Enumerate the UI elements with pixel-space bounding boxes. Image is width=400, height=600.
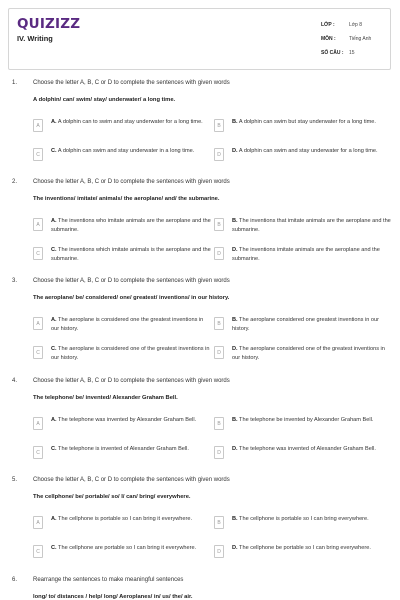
option-letter: C. xyxy=(51,446,57,452)
option-letter: A. xyxy=(51,119,57,125)
option-text: A dolphin can to swim and stay underwater for a long time. xyxy=(57,119,203,125)
option-c[interactable] xyxy=(33,544,211,558)
option-b[interactable] xyxy=(214,416,392,430)
option-box[interactable]: C xyxy=(33,545,43,558)
meta-label: SỐ CÂU : xyxy=(321,50,344,56)
meta-value: Tiếng Anh xyxy=(349,36,372,42)
option-box[interactable]: D xyxy=(214,346,224,359)
question-instruction: Choose the letter A, B, C or D to complete the sentences with given words xyxy=(33,179,230,185)
option-letter: D. xyxy=(232,247,238,253)
option-letter: C. xyxy=(51,247,57,253)
meta-row-subject xyxy=(321,32,389,46)
option-letter: B. xyxy=(232,119,238,125)
option-d[interactable] xyxy=(214,246,392,263)
option-text: The aeroplane considered one of the greatest inventions in our history. xyxy=(232,346,385,361)
option-box[interactable]: A xyxy=(33,516,43,529)
question-number: 4. xyxy=(12,378,18,384)
option-d[interactable] xyxy=(214,544,392,558)
question-prompt: The aeroplane/ be/ considered/ one/ greatest/ inventions/ in our history. xyxy=(33,295,230,301)
question-prompt: The inventions/ imitate/ animals/ the aeroplane/ and/ the submarine. xyxy=(33,196,220,202)
option-letter: B. xyxy=(232,417,238,423)
option-text: The inventions that imitate animals are the aeroplane and the submarine. xyxy=(232,218,391,233)
option-box[interactable]: B xyxy=(214,417,224,430)
option-d[interactable] xyxy=(214,147,392,161)
option-text: A dolphin can swim and stay underwater for a long time. xyxy=(238,148,378,154)
option-a[interactable] xyxy=(33,217,211,234)
option-letter: B. xyxy=(232,516,238,522)
option-box[interactable]: C xyxy=(33,247,43,260)
option-text: The cellphone are portable so I can bring it everywhere. xyxy=(58,545,197,551)
option-letter: A. xyxy=(51,218,57,224)
question-instruction: Choose the letter A, B, C or D to complete the sentences with given words xyxy=(33,477,230,483)
option-box[interactable]: D xyxy=(214,247,224,260)
option-box[interactable]: B xyxy=(214,317,224,330)
option-text: The cellphone be portable so I can bring everywhere. xyxy=(239,545,371,551)
option-c[interactable] xyxy=(33,147,211,161)
option-text: The inventions imitate animals are the aeroplane and the submarine. xyxy=(232,247,380,262)
option-text: The cellphone is portable so I can bring everywhere. xyxy=(239,516,369,522)
option-letter: A. xyxy=(51,417,57,423)
worksheet-title: IV. Writing xyxy=(17,34,53,43)
option-box[interactable]: D xyxy=(214,446,224,459)
option-letter: C. xyxy=(51,346,57,352)
meta-label: LỚP : xyxy=(321,22,335,28)
option-letter: C. xyxy=(51,545,57,551)
option-box[interactable]: A xyxy=(33,317,43,330)
option-box[interactable]: C xyxy=(33,446,43,459)
option-c[interactable] xyxy=(33,246,211,263)
question-number: 1. xyxy=(12,80,18,86)
question-prompt: The telephone/ be/ invented/ Alexander Graham Bell. xyxy=(33,395,178,401)
option-c[interactable] xyxy=(33,345,211,362)
option-text: A dolphin can swim and stay underwater in a long time. xyxy=(57,148,195,154)
option-letter: A. xyxy=(51,317,57,323)
option-a[interactable] xyxy=(33,316,211,333)
question-number: 3. xyxy=(12,278,18,284)
option-text: The telephone was invented by Alexander Graham Bell. xyxy=(58,417,197,423)
question-instruction: Choose the letter A, B, C or D to complete the sentences with given words xyxy=(33,80,230,86)
option-letter: A. xyxy=(51,516,57,522)
meta-value: Lớp 8 xyxy=(349,22,363,28)
option-text: The aeroplane considered one greatest inventions in our history. xyxy=(232,317,379,332)
option-text: The inventions which imitate animals is the aeroplane and the submarine. xyxy=(51,247,211,262)
option-letter: D. xyxy=(232,148,238,154)
worksheet-header xyxy=(8,8,391,70)
question-instruction: Choose the letter A, B, C or D to complete the sentences with given words xyxy=(33,378,230,384)
question-number: 2. xyxy=(12,179,18,185)
option-d[interactable] xyxy=(214,345,392,362)
option-b[interactable] xyxy=(214,316,392,333)
option-letter: B. xyxy=(232,218,238,224)
option-box[interactable]: C xyxy=(33,346,43,359)
question-number: 5. xyxy=(12,477,18,483)
option-text: The telephone be invented by Alexander Graham Bell. xyxy=(239,417,374,423)
option-box[interactable]: B xyxy=(214,218,224,231)
option-box[interactable]: B xyxy=(214,516,224,529)
option-box[interactable]: A xyxy=(33,218,43,231)
meta-value: 15 xyxy=(349,50,355,56)
option-letter: D. xyxy=(232,346,238,352)
option-a[interactable] xyxy=(33,515,211,529)
option-box[interactable]: A xyxy=(33,417,43,430)
option-box[interactable]: A xyxy=(33,119,43,132)
option-text: The telephone was invented of Alexander Graham Bell. xyxy=(239,446,376,452)
option-text: The telephone is invented of Alexander Graham Bell. xyxy=(58,446,189,452)
question-instruction: Rearrange the sentences to make meaningful sentences xyxy=(33,577,184,583)
meta-label: MÔN : xyxy=(321,36,336,42)
option-letter: B. xyxy=(232,317,238,323)
option-letter: D. xyxy=(232,446,238,452)
option-b[interactable] xyxy=(214,515,392,529)
option-b[interactable] xyxy=(214,118,392,132)
option-box[interactable]: C xyxy=(33,148,43,161)
option-a[interactable] xyxy=(33,416,211,430)
question-prompt: long/ to/ distances / help/ long/ Aeroplanes/ in/ us/ the/ air. xyxy=(33,594,193,600)
option-box[interactable]: B xyxy=(214,119,224,132)
option-box[interactable]: D xyxy=(214,148,224,161)
option-a[interactable] xyxy=(33,118,211,132)
worksheet-meta xyxy=(321,18,389,60)
option-letter: D. xyxy=(232,545,238,551)
question-prompt: A dolphin/ can/ swim/ stay/ underwater/ a long time. xyxy=(33,97,176,103)
option-letter: C. xyxy=(51,148,57,154)
option-text: The aeroplane is considered one the greatest inventions in our history. xyxy=(51,317,204,332)
quizizz-logo: QUIZIZZ xyxy=(17,16,81,32)
question-instruction: Choose the letter A, B, C or D to complete the sentences with given words xyxy=(33,278,230,284)
option-text: The inventions who imitate animals are the aeroplane and the submarine. xyxy=(51,218,211,233)
option-text: A dolphin can swim but stay underwater for a long time. xyxy=(238,119,376,125)
question-prompt: The cellphone/ be/ portable/ so/ I/ can/ bring/ everywhere. xyxy=(33,494,191,500)
question-number: 6. xyxy=(12,577,18,583)
option-box[interactable]: D xyxy=(214,545,224,558)
meta-row-class xyxy=(321,18,389,32)
option-text: The aeroplane is considered one of the greatest inventions in our history. xyxy=(51,346,210,361)
option-c[interactable] xyxy=(33,445,211,459)
meta-row-count xyxy=(321,46,389,60)
option-b[interactable] xyxy=(214,217,392,234)
option-d[interactable] xyxy=(214,445,392,459)
option-text: The cellphone is portable so I can bring it everywhere. xyxy=(58,516,193,522)
